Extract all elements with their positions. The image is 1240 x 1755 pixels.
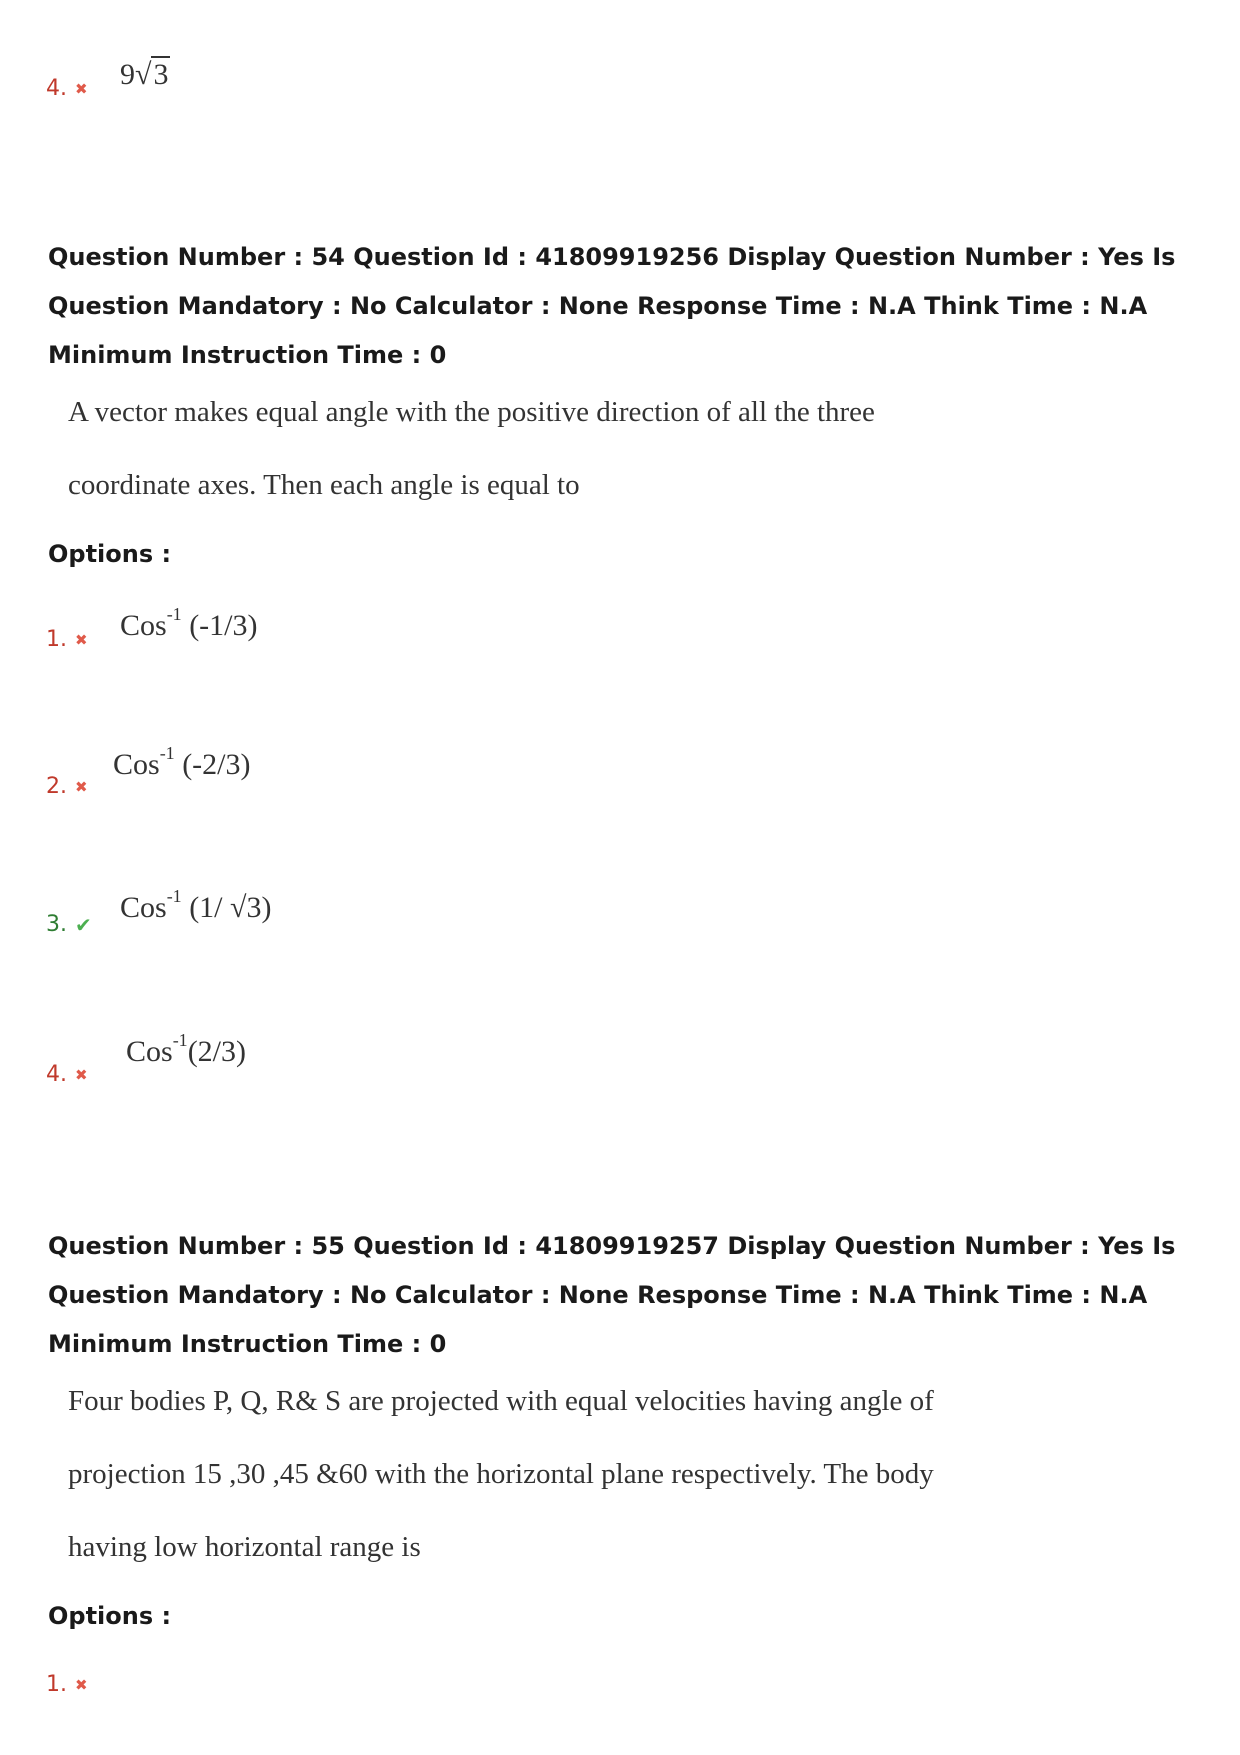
q54-option-3-math (120, 886, 272, 925)
q54-option-1 (46, 627, 88, 652)
option-number: 1. (46, 627, 67, 652)
argument: (-2/3) (182, 748, 251, 781)
cos-text: Cos (120, 891, 167, 924)
superscript: -1 (159, 743, 175, 763)
options-label: Options : (48, 1602, 172, 1630)
superscript: -1 (166, 886, 182, 906)
question-55-text-line-2: projection 15 ,30 ,45 &60 with the horizontal plane respectively. The body (68, 1458, 934, 1490)
argument: (1/ √3) (189, 891, 272, 924)
radical-sign: √ (135, 58, 152, 91)
option-number: 1. (46, 1672, 67, 1697)
q55-option-1 (46, 1672, 88, 1697)
argument: (2/3) (187, 1035, 247, 1068)
q54-option-4-math (126, 1030, 247, 1069)
q54-option-2-math (113, 743, 251, 782)
prev-option-4-math (120, 58, 170, 92)
radicand: 3 (153, 58, 169, 91)
wrong-icon: ✖ (75, 777, 88, 796)
option-number: 4. (46, 1062, 67, 1087)
cos-text: Cos (113, 748, 160, 781)
q54-option-3 (46, 912, 92, 937)
q54-option-4 (46, 1062, 88, 1087)
cos-text: Cos (126, 1035, 173, 1068)
math-coef: 9 (120, 58, 135, 91)
question-54-text-line-2: coordinate axes. Then each angle is equal to (68, 469, 580, 501)
correct-icon: ✔ (75, 912, 92, 937)
options-label: Options : (48, 540, 172, 568)
option-number: 2. (46, 774, 67, 799)
q54-option-1-math (120, 604, 258, 643)
cos-text: Cos (120, 609, 167, 642)
option-number: 3. (46, 912, 67, 937)
question-55-text-line-3: having low horizontal range is (68, 1531, 421, 1563)
wrong-icon: ✖ (75, 1065, 88, 1084)
wrong-icon: ✖ (75, 79, 88, 98)
prev-option-4 (46, 76, 88, 101)
option-number: 4. (46, 76, 67, 101)
question-55-text-line-1: Four bodies P, Q, R& S are projected with equal velocities having angle of (68, 1385, 934, 1417)
wrong-icon: ✖ (75, 630, 88, 649)
superscript: -1 (166, 604, 182, 624)
question-54-text-line-1: A vector makes equal angle with the positive direction of all the three (68, 396, 875, 428)
q54-option-2 (46, 774, 88, 799)
question-54-header: Question Number : 54 Question Id : 41809919256 Display Question Number : Yes Is Question Mandatory : No Calculator : None Response Time : N.A Think Time : N.A Minimum Instruction Time : 0 (48, 243, 1176, 369)
argument: (-1/3) (189, 609, 258, 642)
question-55-header: Question Number : 55 Question Id : 41809919257 Display Question Number : Yes Is Question Mandatory : No Calculator : None Response Time : N.A Think Time : N.A Minimum Instruction Time : 0 (48, 1232, 1176, 1358)
wrong-icon: ✖ (75, 1675, 88, 1694)
superscript: -1 (172, 1030, 188, 1050)
